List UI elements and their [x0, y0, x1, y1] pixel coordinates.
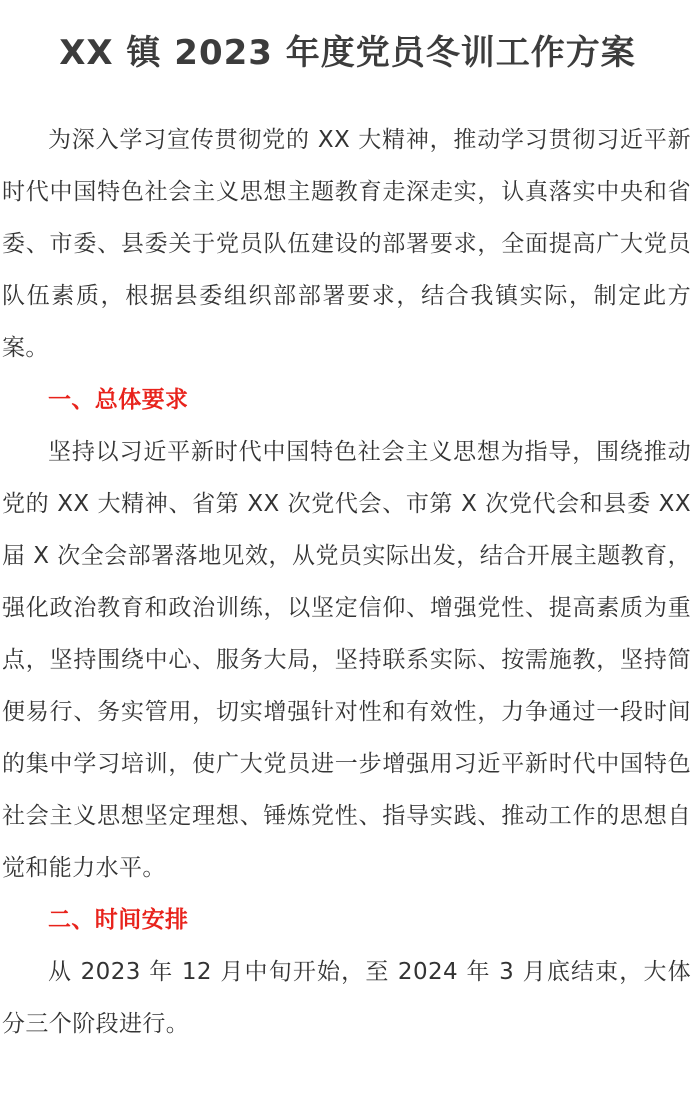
document-title: XX 镇 2023 年度党员冬训工作方案: [59, 33, 636, 73]
section-heading-general-requirements: 一、总体要求: [48, 387, 189, 413]
intro-paragraph: 为深入学习宣传贯彻党的 XX 大精神，推动学习贯彻习近平新时代中国特色社会主义思想主题教育走深走实，认真落实中央和省委、市委、县委关于党员队伍建设的部署要求，全面提高广大党员队伍素质，根据县委组织部部署要求，结合我镇实际，制定此方案。: [2, 127, 691, 361]
section-heading-schedule: 二、时间安排: [48, 907, 189, 933]
section-body-general-requirements: 坚持以习近平新时代中国特色社会主义思想为指导，围绕推动党的 XX 大精神、省第 XX 次党代会、市第 X 次党代会和县委 XX 届 X 次全会部署落地见效，从党员实际出发，结合开展主题教育，强化政治教育和政治训练，以坚定信仰、增强党性、提高素质为重点，坚持围绕中心、服务大局，坚持联系实际、按需施教，坚持简便易行、务实管用，切实增强针对性和有效性，力争通过一段时间的集中学习培训，使广大党员进一步增强用习近平新时代中国特色社会主义思想坚定理想、锤炼党性、指导实践、推动工作的思想自觉和能力水平。: [2, 439, 691, 881]
section-body-schedule: 从 2023 年 12 月中旬开始，至 2024 年 3 月底结束，大体分三个阶段进行。: [2, 959, 691, 1037]
